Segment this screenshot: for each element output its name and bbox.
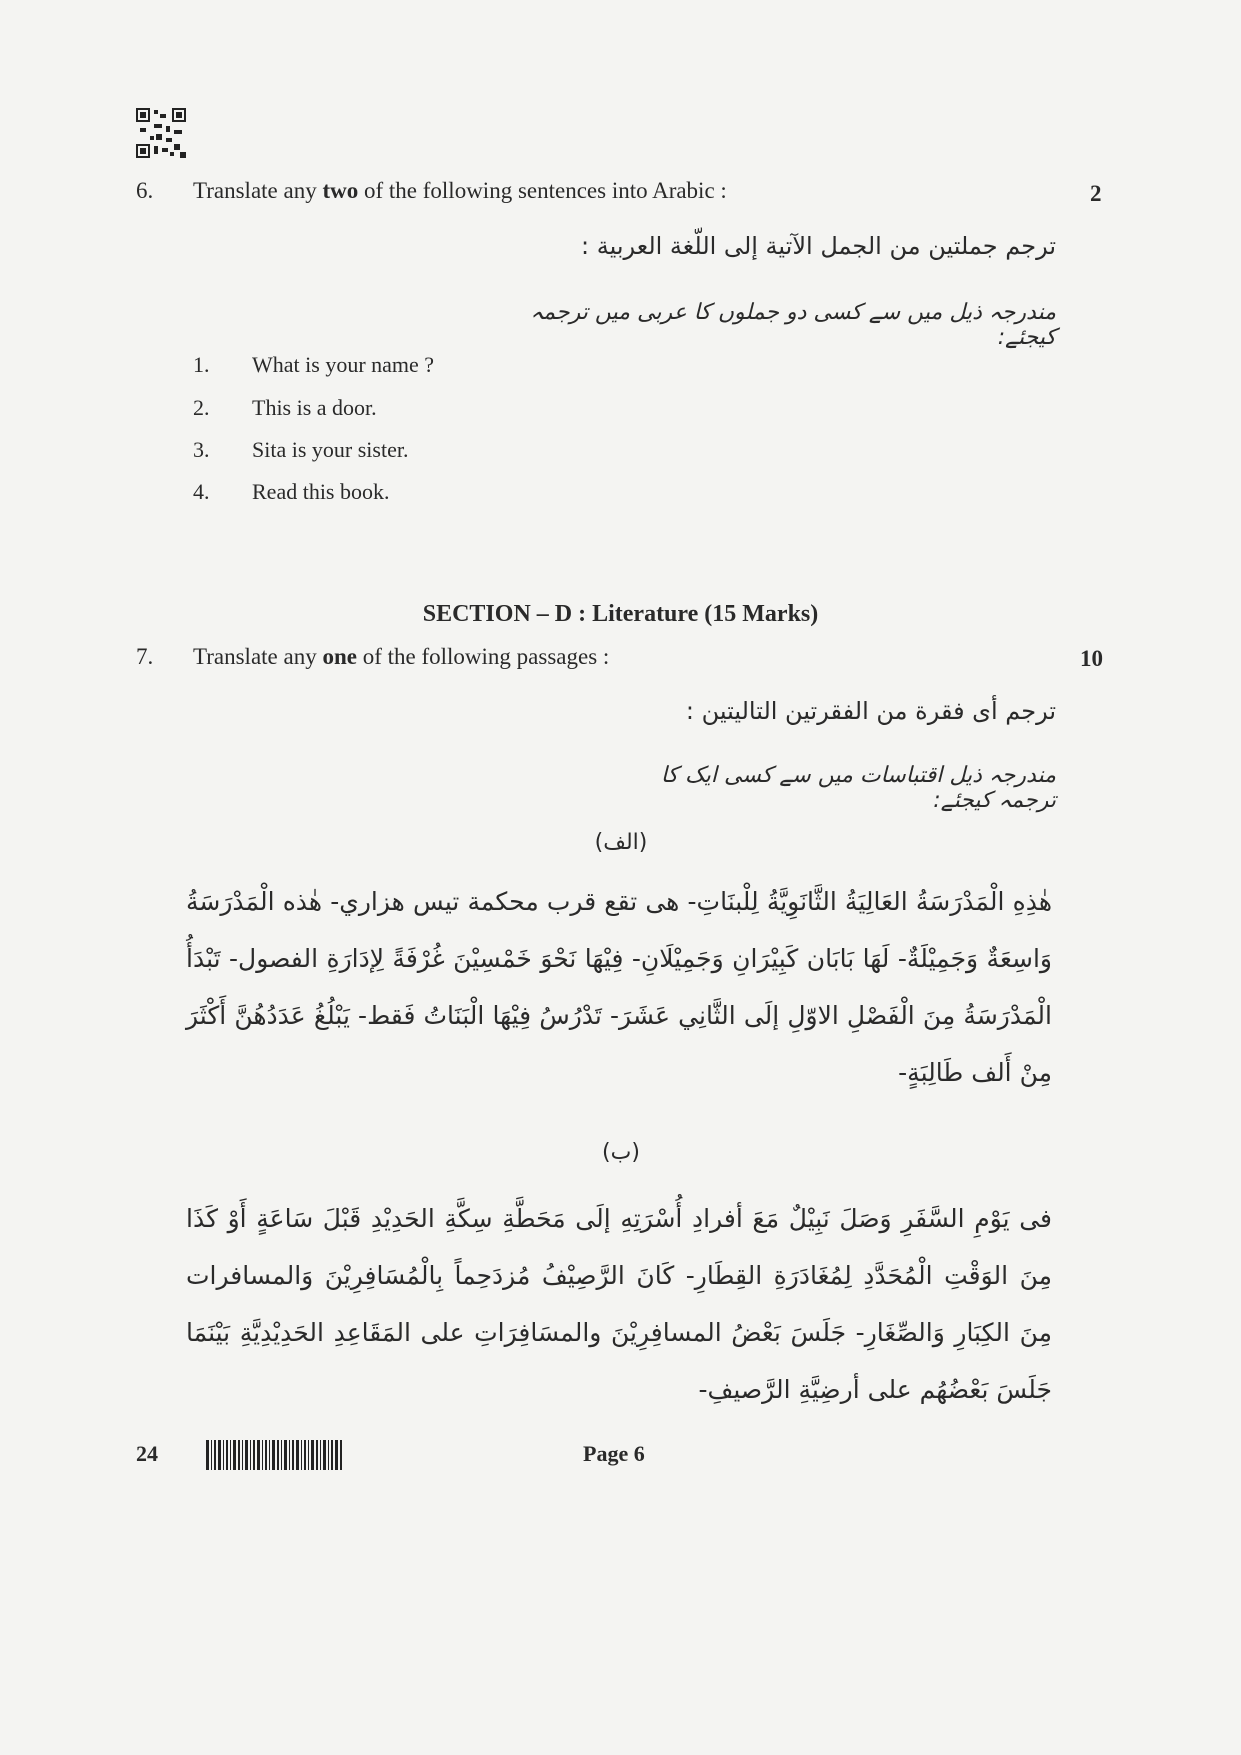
list-item-number: 1. [193,352,210,377]
passage-b-label: (ب) [602,1140,640,1165]
question-7-arabic-instruction: ترجم أى فقرة من الفقرتين التاليتين : [685,697,1056,725]
barcode [206,1440,342,1470]
list-item: Sita is your sister. [252,437,409,462]
question-6-arabic-instruction: ترجم جملتين من الجمل الآتية إلى اللّغة العربية : [581,232,1056,260]
list-item: What is your name ? [252,352,435,377]
question-7-number: 7. [136,644,154,669]
question-6-number: 6. [136,178,154,203]
question-7-text: Translate any one of the following passages : [193,644,610,669]
list-item-number: 4. [193,479,210,504]
passage-b: فى يَوْمِ السَّفَرِ وَصَلَ نَبِيْلٌ مَعَ أفرادِ أُسْرَتِهِ إلَى مَحَطَّةِ سِكَّةِ الحَدِيْدِ قَبْلَ سَاعَةٍ أَوْ كَذَا مِنَ الوَقْتِ الْمُحَدَّدِ لِمُغَادَرَةِ القِطَارِ- كَانَ الرَّصِيْفُ مُزدَحِماً بِالْمُسَافِرِيْنَ وَالمسافرات مِنَ الكِبَارِ وَالصِّغَارِ- جَلَسَ بَعْضُ المسافِرِيْنَ والمسَافِرَاتِ على المَقَاعِدِ الحَدِيْدِيَّةِ بَيْنَمَا جَلَسَ بَعْضُهُم على أرضِيَّةِ الرَّصيفِ- [186,1204,1052,1404]
question-6-urdu-instruction: مندرجہ ذیل میں سے کسی دو جملوں کا عربی میں ترجمہ کیجئے: [530,300,1056,350]
qr-code [136,108,186,158]
question-6-text: Translate any two of the following sentences into Arabic : [193,178,727,203]
list-item-number: 2. [193,395,210,420]
list-item: This is a door. [252,395,377,420]
passage-a-label: (الف) [594,830,648,855]
question-7-urdu-instruction: مندرجہ ذیل اقتباسات میں سے کسی ایک کا ترجمہ کیجئے: [660,763,1056,813]
footer-code: 24 [136,1441,158,1466]
section-d-heading: SECTION – D : Literature (15 Marks) [422,601,819,627]
page-number: Page 6 [583,1441,645,1466]
list-item-number: 3. [193,437,210,462]
question-6-marks: 2 [1090,181,1102,206]
list-item: Read this book. [252,479,390,504]
passage-a: هٰذِهِ الْمَدْرَسَةُ العَالِيَةُ الثَّانَوِيَّةُ لِلْبنَاتِ- هى تقع قرب محكمة تيس هزاري- هٰذه الْمَدْرَسَةُ وَاسِعَةٌ وَجَمِيْلَةٌ- لَهَا بَابَان كَبِيْرَانِ وَجَمِيْلَانِ- فِيْهَا نَحْوَ خَمْسِيْنَ غُرْفَةً لِإدَارَةِ الفصول- تَبْدَأُ الْمَدْرَسَةُ مِنَ الْفَصْلِ الاوّلِ إلَى الثَّانِي عَشَرَ- تَدْرُسُ فِيْهَا الْبَنَاتُ فَقط- يَبْلُغُ عَدَدُهُنَّ أَكْثَرَ مِنْ أَلف طَالِبَةٍ- [186,887,1052,1087]
question-7-marks: 10 [1080,646,1103,671]
